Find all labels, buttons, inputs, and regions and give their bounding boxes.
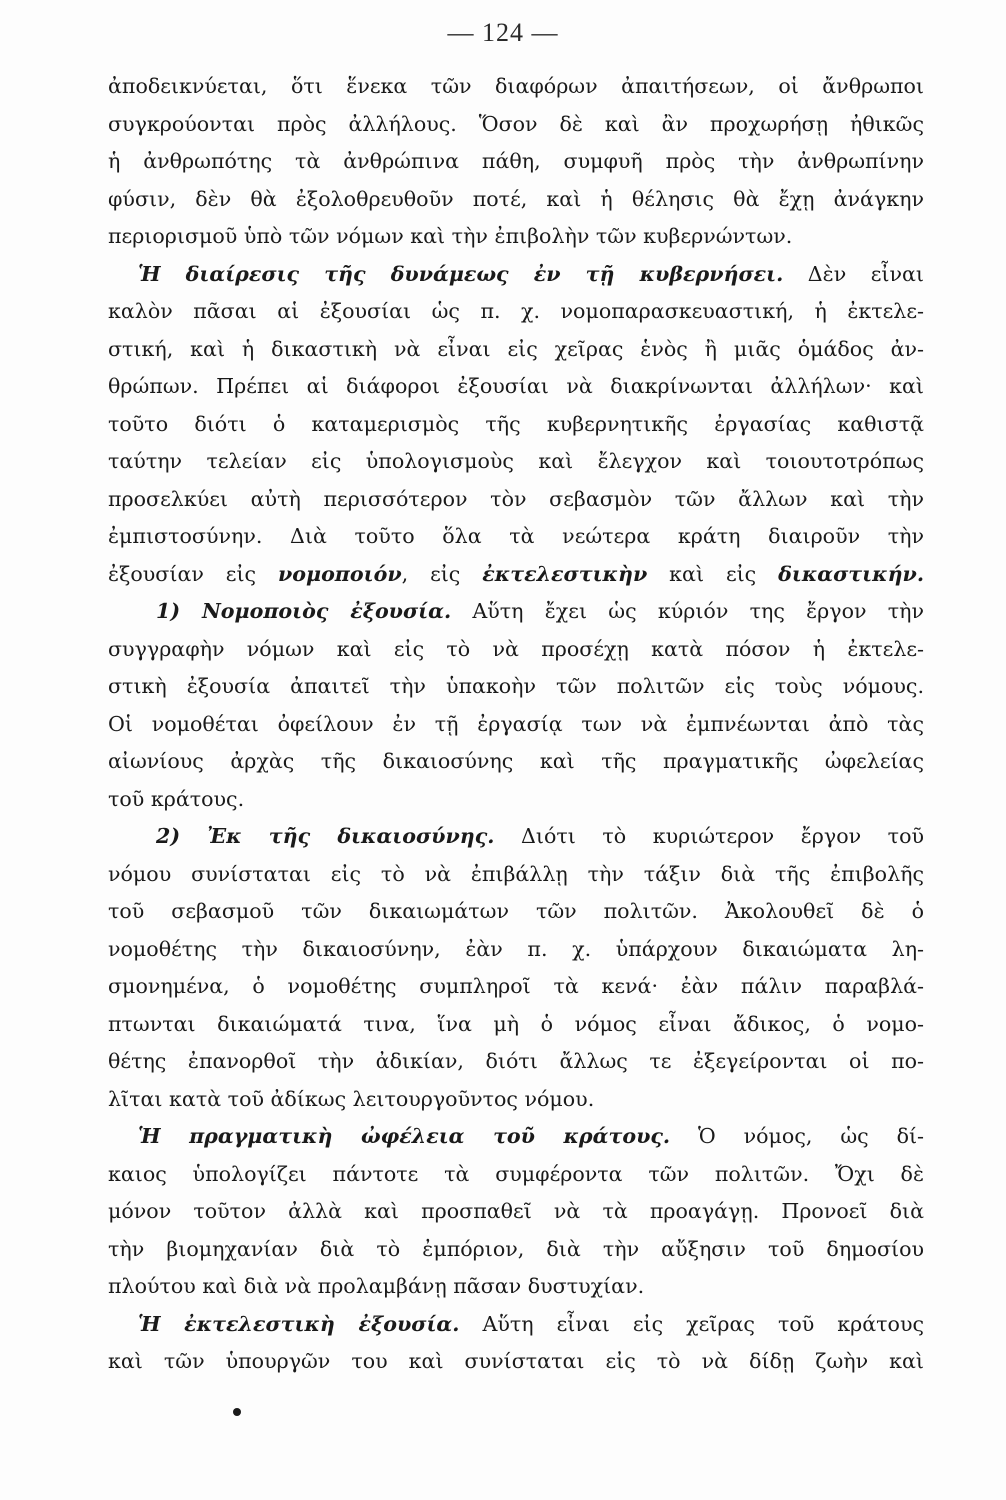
text-line [108, 781, 924, 819]
body-text-run: αἰωνίους ἀρχὰς τῆς δικαιοσύνης καὶ τῆς πραγματικῆς ὠφελείας [108, 749, 924, 773]
text-line [108, 1081, 924, 1119]
ink-speck [233, 1408, 241, 1416]
body-text-run: ἐμπιστοσύνην. Διὰ τοῦτο ὅλα τὰ νεώτερα κράτη διαιροῦν τὴν [108, 524, 924, 548]
body-text [108, 68, 924, 1381]
body-text-run: ταύτην τελείαν εἰς ὑπολογισμοὺς καὶ ἔλεγχον καὶ τοιουτοτρόπως [108, 449, 924, 473]
body-text-run: ἡ ἀνθρωπότης τὰ ἀνθρώπινα πάθη, συμφυῆ πρὸς τὴν ἀνθρωπίνην [108, 149, 924, 173]
body-text-run: σμονημένα, ὁ νομοθέτης συμπληροῖ τὰ κενά· ἐὰν πάλιν παραβλά- [108, 974, 924, 998]
heading-text: δικαστικήν. [778, 561, 924, 586]
text-line [108, 893, 924, 931]
body-text-run: νόμου συνίσταται εἰς τὸ νὰ ἐπιβάλλῃ τὴν τάξιν διὰ τῆς ἐπιβολῆς [108, 861, 924, 886]
heading-text: Ἡ διαίρεσις τῆς δυνάμεως ἐν τῇ κυβερνήσει. [138, 261, 784, 286]
body-text-run: λῖται κατὰ τοῦ ἀδίκως λειτουργοῦντος νόμου. [108, 1086, 595, 1111]
body-text-run: Οἱ νομοθέται ὀφείλουν ἐν τῇ ἐργασίᾳ των νὰ ἐμπνέωνται ἀπὸ τὰς [108, 711, 924, 736]
text-line [108, 518, 924, 556]
body-text-run: θέτης ἐπανορθοῖ τὴν ἀδικίαν, διότι ἄλλως τε ἐξεγείρονται οἱ πο- [108, 1049, 924, 1073]
text-line [108, 1306, 924, 1344]
text-line [108, 406, 924, 444]
text-line [108, 1118, 924, 1156]
body-text-run: καὶ εἰς [647, 561, 779, 586]
body-text-run: Δὲν εἶναι [783, 261, 924, 286]
body-text-run: μόνον τοῦτον ἀλλὰ καὶ προσπαθεῖ νὰ τὰ προαγάγῃ. Προνοεῖ διὰ [108, 1199, 924, 1223]
text-line [108, 1006, 924, 1044]
text-line [108, 706, 924, 744]
heading-text: Ἡ πραγματικὴ ὠφέλεια τοῦ κράτους. [138, 1124, 671, 1148]
heading-text: Ἡ ἐκτελεστικὴ ἐξουσία. [138, 1311, 460, 1336]
body-text-run: φύσιν, δὲν θὰ ἐξολοθρευθοῦν ποτέ, καὶ ἡ θέλησις θὰ ἔχῃ ἀνάγκην [108, 186, 924, 211]
body-text-run: περιορισμοῦ ὑπὸ τῶν νόμων καὶ τὴν ἐπιβολὴν τῶν κυβερνώντων. [108, 224, 793, 248]
body-text-run: θρώπων. Πρέπει αἱ διάφοροι ἐξουσίαι νὰ διακρίνωνται ἀλλήλων· καὶ [108, 374, 924, 398]
text-line [108, 293, 924, 331]
body-text-run: Ὁ νόμος, ὡς δί- [670, 1124, 924, 1148]
text-line [108, 856, 924, 894]
text-line [108, 106, 924, 144]
heading-text: 1) Νομοποιὸς ἐξουσία. [156, 599, 452, 623]
text-line [108, 743, 924, 781]
body-text-run: καιος ὑπολογίζει πάντοτε τὰ συμφέροντα τῶν πολιτῶν. Ὄχι δὲ [108, 1161, 924, 1186]
body-text-run: τοῦτο διότι ὁ καταμερισμὸς τῆς κυβερνητικῆς ἐργασίας καθιστᾷ [108, 411, 924, 436]
text-line [108, 481, 924, 519]
body-text-run: συγκρούονται πρὸς ἀλλήλους. Ὅσον δὲ καὶ ἂν προχωρήσῃ ἠθικῶς [108, 111, 924, 136]
text-line [108, 668, 924, 706]
body-text-run: , εἰς [401, 561, 483, 586]
text-line [108, 1156, 924, 1194]
text-line [108, 331, 924, 369]
text-line [108, 1043, 924, 1081]
body-text-run: τοῦ σεβασμοῦ τῶν δικαιωμάτων τῶν πολιτῶν. Ἀκολουθεῖ δὲ ὁ [108, 899, 924, 923]
text-line [108, 1343, 924, 1381]
text-line [108, 593, 924, 631]
text-line [108, 818, 924, 856]
text-line [108, 181, 924, 219]
text-line [108, 1193, 924, 1231]
body-text-run: προσελκύει αὐτὴ περισσότερον τὸν σεβασμὸν τῶν ἄλλων καὶ τὴν [108, 486, 924, 511]
body-text-run: συγγραφὴν νόμων καὶ εἰς τὸ νὰ προσέχῃ κατὰ πόσον ἡ ἐκτελε- [108, 636, 924, 661]
text-line [108, 443, 924, 481]
body-text-run: τὴν βιομηχανίαν διὰ τὸ ἐμπόριον, διὰ τὴν αὔξησιν τοῦ δημοσίου [108, 1236, 924, 1261]
body-text-run: καλὸν πᾶσαι αἱ ἐξουσίαι ὡς π. χ. νομοπαρασκευαστική, ἡ ἐκτελε- [108, 299, 924, 323]
body-text-run: καὶ τῶν ὑπουργῶν του καὶ συνίσταται εἰς τὸ νὰ δίδῃ ζωὴν καὶ [108, 1349, 924, 1373]
page-number: — 124 — [447, 18, 559, 47]
text-line [108, 218, 924, 256]
text-line [108, 256, 924, 294]
text-line [108, 1268, 924, 1306]
body-text-run: πλούτου καὶ διὰ νὰ προλαμβάνῃ πᾶσαν δυστυχίαν. [108, 1274, 645, 1298]
heading-text: 2) Ἐκ τῆς δικαιοσύνης. [156, 824, 495, 848]
heading-text: νομοποιόν [277, 561, 402, 586]
body-text-run: ἀποδεικνύεται, ὅτι ἕνεκα τῶν διαφόρων ἀπαιτήσεων, οἱ ἄνθρωποι [108, 74, 924, 98]
text-line [108, 931, 924, 969]
body-text-run: πτωνται δικαιώματά τινα, ἵνα μὴ ὁ νόμος εἶναι ἄδικος, ὁ νομο- [108, 1011, 924, 1036]
text-line [108, 143, 924, 181]
text-line [108, 1231, 924, 1269]
text-line [108, 368, 924, 406]
text-line [108, 68, 924, 106]
text-line [108, 968, 924, 1006]
body-text-run: τοῦ κράτους. [108, 786, 245, 811]
body-text-run: Διότι τὸ κυριώτερον ἔργον τοῦ [494, 824, 924, 848]
body-text-run: Αὕτη ἔχει ὡς κύριόν της ἔργον τὴν [451, 599, 924, 623]
body-text-run: Αὕτη εἶναι εἰς χεῖρας τοῦ κράτους [459, 1311, 924, 1336]
text-line [108, 631, 924, 669]
body-text-run: ἐξουσίαν εἰς [108, 561, 278, 586]
text-line [108, 556, 924, 594]
body-text-run: στικὴ ἐξουσία ἀπαιτεῖ τὴν ὑπακοὴν τῶν πολιτῶν εἰς τοὺς νόμους. [108, 674, 924, 698]
body-text-run: στική, καὶ ἡ δικαστικὴ νὰ εἶναι εἰς χεῖρας ἑνὸς ἢ μιᾶς ὁμάδος ἀν- [108, 336, 924, 361]
body-text-run: νομοθέτης τὴν δικαιοσύνην, ἐὰν π. χ. ὑπάρχουν δικαιώματα λη- [108, 936, 924, 961]
heading-text: ἐκτελεστικὴν [482, 561, 648, 586]
